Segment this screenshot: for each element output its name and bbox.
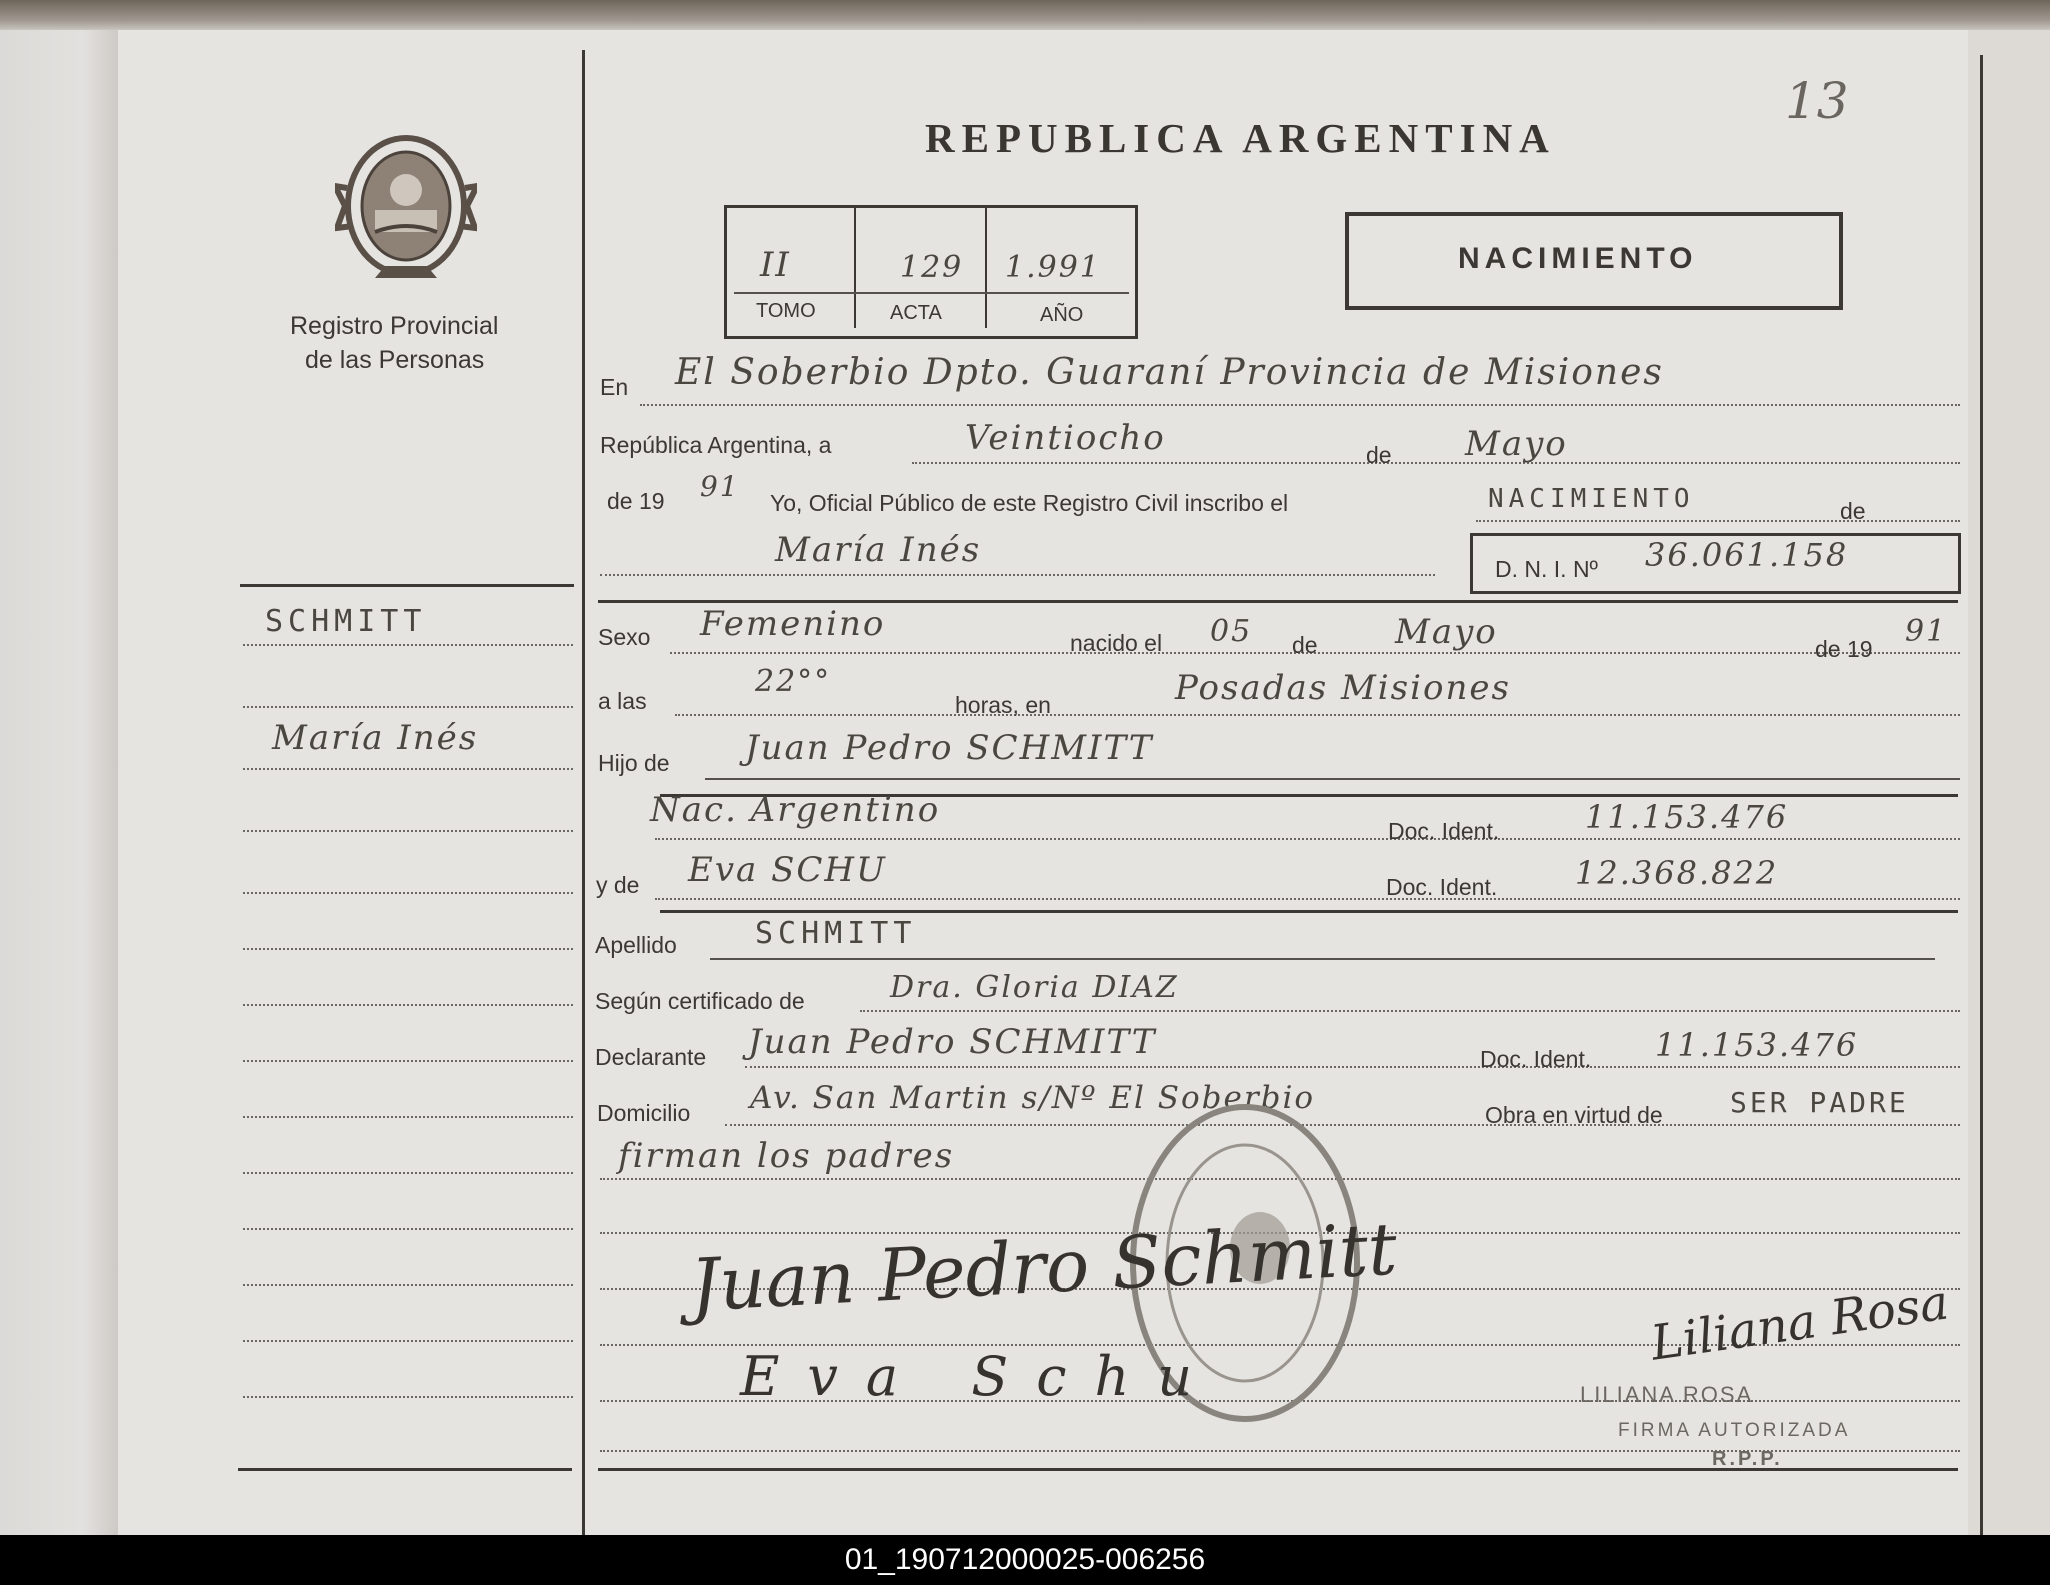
father-doc: 11.153.476 [1585, 798, 1789, 836]
row-line [860, 1010, 1960, 1012]
declarante-doc-label: Doc. Ident. [1480, 1046, 1592, 1072]
image-caption: 01_190712000025-006256 [0, 1535, 2050, 1585]
en-label: En [600, 374, 629, 400]
ano-value: 1.991 [1005, 250, 1101, 285]
document-title: REPUBLICA ARGENTINA [925, 115, 1556, 161]
seal-emblem-icon [335, 128, 477, 283]
ref-underline [734, 292, 1129, 294]
official-title: FIRMA AUTORIZADA [1618, 1420, 1851, 1441]
official-org: R.P.P. [1712, 1448, 1783, 1470]
margin-line [243, 1284, 573, 1286]
ref-divider [985, 208, 987, 328]
father-nationality: Nac. Argentino [650, 790, 941, 830]
father-signature-text: Juan Pedro Schmitt [688, 1206, 1399, 1328]
tomo-label: TOMO [756, 300, 816, 322]
ref-divider [854, 208, 856, 328]
row-line [655, 838, 1960, 840]
birth-hour: 22°° [755, 664, 832, 699]
section-rule-3 [660, 910, 1958, 913]
left-page-edge [0, 30, 118, 1535]
row-line [655, 898, 1960, 900]
obra-label: Obra en virtud de [1485, 1102, 1663, 1128]
dni-value: 36.061.158 [1645, 536, 1849, 574]
margin-line [243, 706, 573, 708]
acta-label: ACTA [890, 302, 942, 324]
de2-label: de [1840, 498, 1866, 524]
birth-place: Posadas Misiones [1175, 668, 1511, 708]
yde-label: y de [596, 872, 640, 898]
margin-line [243, 892, 573, 894]
note-value: firman los padres [618, 1136, 955, 1176]
margin-line [243, 1060, 573, 1062]
hijo-label: Hijo de [598, 750, 670, 776]
obra-value: SER PADRE [1730, 1086, 1909, 1119]
row-line [710, 958, 1935, 960]
declarante-label: Declarante [595, 1044, 707, 1070]
dni-label: D. N. I. Nº [1495, 556, 1598, 582]
birth-month: Mayo [1395, 612, 1498, 652]
mother-name: Eva SCHU [688, 850, 887, 890]
book-top-edge [0, 0, 2050, 34]
row-line [640, 404, 1960, 406]
sexo-value: Femenino [700, 604, 886, 644]
margin-top-rule [240, 584, 574, 587]
record-type: NACIMIENTO [1458, 242, 1698, 275]
republica-label: República Argentina, a [600, 432, 832, 458]
margin-line [243, 1004, 573, 1006]
row-line [675, 714, 1960, 716]
registered-name: María Inés [775, 530, 982, 570]
official-name: LILIANA ROSA [1580, 1382, 1754, 1407]
domicilio-label: Domicilio [597, 1100, 691, 1126]
a-las-label: a las [598, 688, 647, 714]
row-line [745, 1066, 1960, 1068]
section-rule-1 [598, 600, 1958, 603]
year-prefix: de 19 [607, 488, 665, 514]
mother-doc: 12.368.822 [1575, 854, 1779, 892]
margin-line [243, 644, 573, 646]
place-of-registration: El Soberbio Dpto. Guaraní Provincia de Misiones [675, 352, 1664, 393]
ano-label: AÑO [1040, 304, 1084, 326]
column-divider [582, 50, 585, 1535]
certificado-label: Según certificado de [595, 988, 805, 1014]
provincial-seal [335, 128, 477, 283]
issuer-line-2: de las Personas [305, 346, 485, 374]
row-line [1476, 520, 1960, 522]
issuer-line-1: Registro Provincial [290, 312, 499, 340]
birth-day: 05 [1210, 614, 1253, 649]
nacido-label: nacido el [1070, 630, 1163, 656]
birth-year: 91 [1905, 614, 1948, 649]
tomo-value: II [760, 245, 791, 285]
father-name: Juan Pedro SCHMITT [745, 728, 1154, 768]
registration-year: 91 [700, 470, 740, 503]
doc-label: Doc. Ident. [1388, 818, 1500, 844]
sexo-label: Sexo [598, 624, 651, 650]
birth-year-prefix: de 19 [1815, 636, 1873, 662]
margin-line [243, 1116, 573, 1118]
page-number: 13 [1785, 72, 1849, 130]
margin-line [243, 1228, 573, 1230]
margin-line [243, 830, 573, 832]
mother-signature-text: Eva Schu [740, 1345, 1221, 1408]
declarante-value: Juan Pedro SCHMITT [748, 1022, 1157, 1062]
de-label: de [1366, 442, 1392, 468]
row-line [705, 778, 1960, 780]
doc-label-mother: Doc. Ident. [1386, 874, 1498, 900]
margin-line [243, 948, 573, 950]
registration-day: Veintiocho [965, 418, 1166, 458]
certificado-value: Dra. Gloria DIAZ [890, 970, 1179, 1005]
official-signature-text: Liliana Rosa [1647, 1274, 1953, 1372]
row-line [600, 574, 1435, 576]
margin-bottom-rule [238, 1468, 572, 1471]
oficial-text: Yo, Oficial Público de este Registro Civil inscribo el [770, 490, 1289, 516]
margin-line [243, 768, 573, 770]
margin-given-names: María Inés [272, 718, 479, 758]
margin-line [243, 1396, 573, 1398]
right-border [1980, 55, 1983, 1535]
margin-line [243, 1340, 573, 1342]
declarante-doc: 11.153.476 [1655, 1026, 1859, 1064]
horas-label: horas, en [955, 692, 1051, 718]
row-line [912, 462, 1960, 464]
de3-label: de [1292, 632, 1318, 658]
registration-month: Mayo [1465, 424, 1568, 464]
margin-surname: SCHMITT [265, 604, 427, 639]
acta-value: 129 [900, 250, 964, 285]
act-type: NACIMIENTO [1488, 484, 1695, 514]
apellido-value: SCHMITT [755, 916, 917, 951]
mother-signature [740, 1345, 1220, 1408]
apellido-label: Apellido [595, 932, 677, 958]
margin-line [243, 1172, 573, 1174]
domicilio-value: Av. San Martin s/Nº El Soberbio [750, 1080, 1316, 1116]
